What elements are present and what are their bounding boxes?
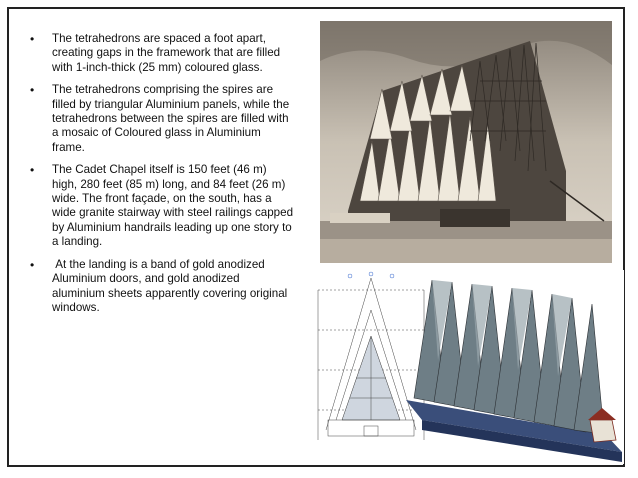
chapel-drawing-and-render xyxy=(306,270,624,464)
chapel-construction-photo xyxy=(320,21,612,263)
bullet-item xyxy=(26,258,294,316)
bullet-text: The tetrahedrons are spaced a foot apart, creating gaps in the framework that are filled with 1-inch-thick (25 mm) coloured glass. xyxy=(52,32,281,74)
bullet-dot: • xyxy=(30,257,35,272)
render-illustration xyxy=(306,270,624,464)
bullet-text: At the landing is a band of gold anodized Aluminium doors, and gold anodized aluminium sheets apparently covering original windows. xyxy=(52,257,291,314)
bullet-dot: • xyxy=(30,83,35,98)
bullet-text: The tetrahedrons comprising the spires are filled by triangular Aluminium panels, while the tetrahedrons between the spires are filled with a mosaic of Coloured glass in Aluminium frame. xyxy=(52,83,290,154)
bullet-dot: • xyxy=(30,163,35,178)
bullet-dot: • xyxy=(30,32,35,46)
bullet-item xyxy=(26,163,294,249)
bullet-item xyxy=(26,83,294,155)
bullet-list xyxy=(26,32,294,323)
bullet-text: The Cadet Chapel itself is 150 feet (46 m) high, 280 feet (85 m) long, and 84 feet (26 m) wide. The front façade, on the south, has a wide granite stairway with steel railings capped by Aluminium handrails leading up one story to a landing. xyxy=(52,163,294,249)
photo-illustration xyxy=(320,21,612,263)
bullet-item xyxy=(26,32,294,75)
